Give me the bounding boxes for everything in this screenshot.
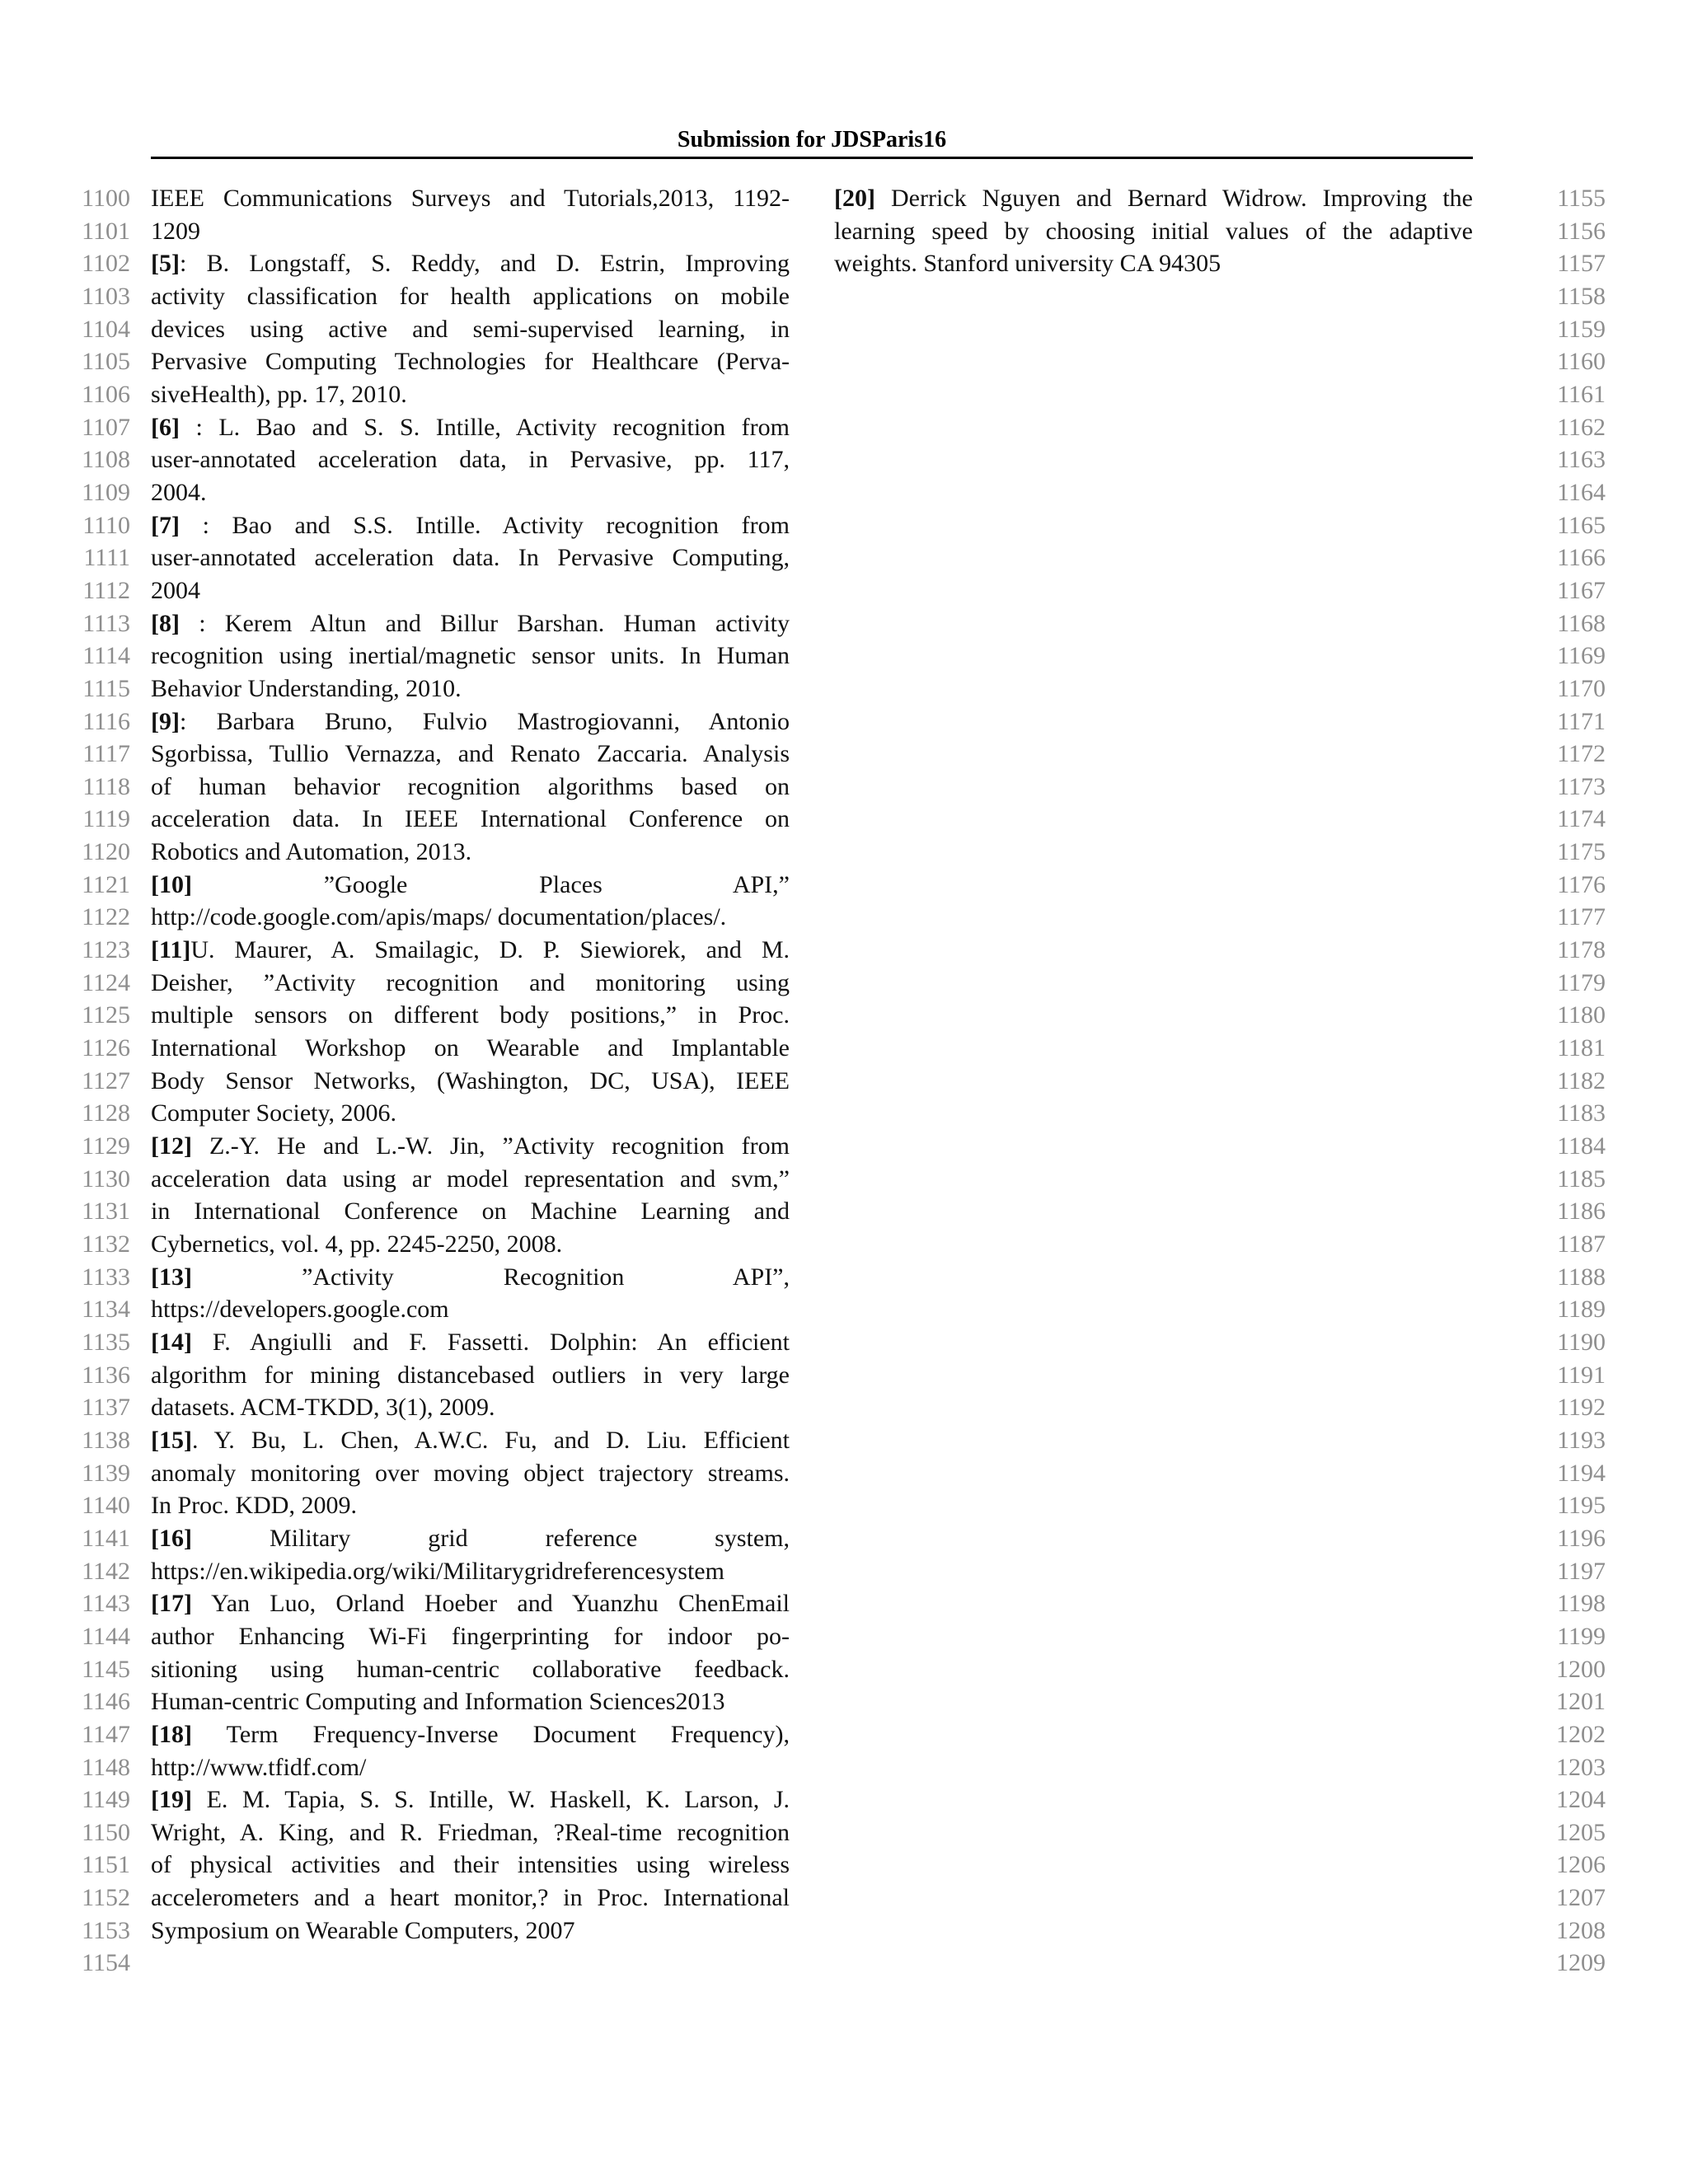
- reference-line: [151, 1555, 790, 1588]
- line-number: 1202: [1556, 1720, 1606, 1748]
- reference-text: Cybernetics, vol. 4, pp. 2245-2250, 2008.: [151, 1230, 563, 1258]
- reference-text: Body Sensor Networks, (Washington, DC, USA), IEEE: [151, 1066, 790, 1094]
- reference-text: Pervasive Computing Technologies for Healthcare (Perva-: [151, 348, 790, 376]
- line-number: 1145: [82, 1655, 130, 1683]
- line-number: 1112: [82, 576, 130, 604]
- reference-text: ”Activity Recognition API”,: [191, 1263, 790, 1291]
- reference-text: ”Google Places API,”: [191, 870, 790, 898]
- line-number: 1155: [1557, 185, 1606, 212]
- reference-line: [151, 476, 790, 509]
- reference-text: In Proc. KDD, 2009.: [151, 1492, 357, 1520]
- reference-text: 2004.: [151, 478, 207, 506]
- line-number: 1123: [82, 936, 130, 964]
- line-number: 1143: [82, 1590, 130, 1618]
- line-number: 1156: [1557, 217, 1606, 245]
- line-number: 1191: [1557, 1361, 1606, 1389]
- left-line-numbers: [56, 182, 130, 1980]
- reference-number: [5]: [151, 250, 180, 278]
- reference-text: Yan Luo, Orland Hoeber and Yuanzhu ChenEmail: [191, 1590, 790, 1618]
- reference-text: F. Angiulli and F. Fassetti. Dolphin: An efficient: [191, 1328, 790, 1356]
- reference-line: [151, 1424, 790, 1457]
- line-number: 1176: [1557, 870, 1606, 898]
- line-number: 1151: [82, 1851, 130, 1879]
- line-number: 1118: [82, 772, 130, 800]
- line-number: 1108: [82, 446, 130, 474]
- reference-text: sitioning using human-centric collaborative feedback.: [151, 1655, 790, 1683]
- reference-text: : Kerem Altun and Billur Barshan. Human activity: [179, 609, 790, 637]
- line-number: 1142: [82, 1557, 130, 1585]
- reference-number: [6]: [151, 413, 180, 441]
- reference-text: devices using active and semi-supervised learning, in: [151, 315, 790, 343]
- line-number: 1163: [1557, 446, 1606, 474]
- line-number: 1162: [1557, 413, 1606, 441]
- line-number: 1129: [82, 1132, 130, 1160]
- line-number: 1106: [82, 380, 130, 408]
- line-number: 1109: [82, 478, 130, 506]
- reference-line: [151, 1816, 790, 1849]
- reference-line: [151, 1163, 790, 1196]
- reference-line: [151, 771, 790, 804]
- line-number: 1117: [82, 740, 130, 768]
- line-number: 1204: [1556, 1786, 1606, 1814]
- line-number: 1159: [1557, 315, 1606, 343]
- reference-text: recognition using inertial/magnetic sensor units. In Human: [151, 642, 790, 670]
- line-number: 1107: [82, 413, 130, 441]
- line-number: 1198: [1557, 1590, 1606, 1618]
- reference-number: [7]: [151, 511, 180, 539]
- reference-line: [151, 1915, 790, 1947]
- line-number: 1144: [82, 1622, 130, 1650]
- reference-text: : Bao and S.S. Intille. Activity recognition from: [179, 511, 790, 539]
- line-number: 1207: [1556, 1884, 1606, 1912]
- reference-text: . Y. Bu, L. Chen, A.W.C. Fu, and D. Liu. Efficient: [191, 1426, 790, 1454]
- reference-line: [151, 999, 790, 1032]
- reference-text: IEEE Communications Surveys and Tutorials,2013, 1192-: [151, 185, 790, 212]
- references-left-column: [151, 182, 790, 1947]
- reference-number: [9]: [151, 707, 180, 735]
- reference-number: [8]: [151, 609, 180, 637]
- reference-line: [151, 1130, 790, 1163]
- reference-line: [151, 1718, 790, 1751]
- reference-text: in International Conference on Machine Learning and: [151, 1197, 790, 1226]
- reference-line: [151, 836, 790, 869]
- reference-line: [151, 345, 790, 378]
- line-number: 1189: [1557, 1296, 1606, 1324]
- line-number: 1100: [82, 185, 130, 212]
- line-number: 1188: [1557, 1263, 1606, 1291]
- line-number: 1138: [82, 1426, 130, 1454]
- references-right-column: [834, 182, 1473, 280]
- line-number: 1181: [1557, 1034, 1606, 1062]
- reference-line: [151, 901, 790, 934]
- line-number: 1209: [1556, 1949, 1606, 1977]
- reference-text: : Barbara Bruno, Fulvio Mastrogiovanni, Antonio: [179, 707, 790, 735]
- reference-line: [151, 574, 790, 607]
- running-header: Submission for JDSParis16: [677, 127, 947, 152]
- line-number: 1195: [1557, 1492, 1606, 1520]
- line-number: 1119: [82, 805, 130, 833]
- reference-number: [19]: [151, 1786, 192, 1814]
- line-number: 1146: [82, 1688, 130, 1716]
- reference-text: Derrick Nguyen and Bernard Widrow. Improving the: [874, 185, 1473, 212]
- reference-line: [151, 378, 790, 411]
- reference-text: acceleration data using ar model representation and svm,”: [151, 1165, 790, 1193]
- line-number: 1115: [82, 674, 130, 702]
- reference-number: [20]: [834, 185, 875, 212]
- reference-text: Human-centric Computing and Information Sciences2013: [151, 1688, 725, 1716]
- reference-number: [10]: [151, 870, 192, 898]
- reference-number: [11]: [151, 936, 191, 964]
- reference-number: [12]: [151, 1132, 192, 1160]
- reference-text: Z.-Y. He and L.-W. Jin, ”Activity recognition from: [191, 1132, 790, 1160]
- reference-line: [151, 1882, 790, 1915]
- line-number: 1190: [1557, 1328, 1606, 1356]
- reference-line: [834, 182, 1473, 215]
- reference-text: datasets. ACM-TKDD, 3(1), 2009.: [151, 1394, 495, 1422]
- line-number: 1173: [1557, 772, 1606, 800]
- reference-text: Behavior Understanding, 2010.: [151, 674, 462, 702]
- line-number: 1128: [82, 1099, 130, 1127]
- line-number: 1196: [1557, 1524, 1606, 1552]
- line-number: 1192: [1557, 1394, 1606, 1422]
- reference-line: [151, 247, 790, 280]
- reference-text: Military grid reference system,: [191, 1524, 790, 1552]
- reference-text: Term Frequency-Inverse Document Frequency),: [191, 1720, 790, 1748]
- reference-line: [151, 1849, 790, 1882]
- reference-line: [151, 705, 790, 738]
- line-number: 1152: [82, 1884, 130, 1912]
- line-number: 1153: [82, 1916, 130, 1944]
- line-number: 1172: [1557, 740, 1606, 768]
- right-line-numbers: [1531, 182, 1606, 1980]
- line-number: 1194: [1557, 1459, 1606, 1487]
- reference-text: Deisher, ”Activity recognition and monitoring using: [151, 968, 790, 996]
- line-number: 1116: [82, 707, 130, 735]
- line-number: 1197: [1557, 1557, 1606, 1585]
- line-number: 1122: [82, 903, 130, 931]
- line-number: 1131: [82, 1197, 130, 1226]
- reference-line: [151, 869, 790, 902]
- reference-text: accelerometers and a heart monitor,? in Proc. International: [151, 1884, 790, 1912]
- line-number: 1130: [82, 1165, 130, 1193]
- reference-line: [151, 1489, 790, 1522]
- reference-line: [151, 1195, 790, 1228]
- reference-line: [151, 1326, 790, 1359]
- reference-text: Wright, A. King, and R. Friedman, ?Real-time recognition: [151, 1818, 790, 1846]
- reference-line: [151, 1587, 790, 1620]
- line-number: 1136: [82, 1361, 130, 1389]
- reference-text: http://www.tfidf.com/: [151, 1753, 367, 1781]
- line-number: 1180: [1557, 1001, 1606, 1029]
- line-number: 1105: [82, 348, 130, 376]
- line-number: 1170: [1557, 674, 1606, 702]
- line-number: 1179: [1557, 968, 1606, 996]
- line-number: 1149: [82, 1786, 130, 1814]
- reference-number: [15]: [151, 1426, 192, 1454]
- reference-line: [151, 1228, 790, 1261]
- line-number: 1132: [82, 1230, 130, 1258]
- reference-text: of physical activities and their intensities using wireless: [151, 1851, 790, 1879]
- reference-line: [834, 247, 1473, 280]
- line-number: 1206: [1556, 1851, 1606, 1879]
- reference-line: [151, 1783, 790, 1816]
- reference-number: [17]: [151, 1590, 192, 1618]
- line-number: 1134: [82, 1296, 130, 1324]
- reference-line: [151, 1097, 790, 1130]
- line-number: 1183: [1557, 1099, 1606, 1127]
- reference-line: [151, 607, 790, 640]
- reference-text: author Enhancing Wi-Fi fingerprinting for indoor po-: [151, 1622, 790, 1650]
- line-number: 1166: [1557, 544, 1606, 572]
- reference-text: Symposium on Wearable Computers, 2007: [151, 1916, 575, 1944]
- reference-text: weights. Stanford university CA 94305: [834, 250, 1221, 278]
- line-number: 1193: [1557, 1426, 1606, 1454]
- line-number: 1203: [1556, 1753, 1606, 1781]
- reference-line: [151, 967, 790, 1000]
- reference-text: user-annotated acceleration data. In Pervasive Computing,: [151, 544, 790, 572]
- reference-text: acceleration data. In IEEE International Conference on: [151, 805, 790, 833]
- line-number: 1187: [1557, 1230, 1606, 1258]
- line-number: 1165: [1557, 511, 1606, 539]
- reference-line: [151, 182, 790, 215]
- reference-text: learning speed by choosing initial values of the adaptive: [834, 217, 1473, 245]
- line-number: 1111: [83, 544, 130, 572]
- line-number: 1184: [1557, 1132, 1606, 1160]
- reference-text: multiple sensors on different body positions,” in Proc.: [151, 1001, 790, 1029]
- reference-text: of human behavior recognition algorithms based on: [151, 772, 790, 800]
- reference-text: activity classification for health applications on mobile: [151, 282, 790, 310]
- line-number: 1182: [1557, 1066, 1606, 1094]
- line-number: 1101: [82, 217, 130, 245]
- line-number: 1140: [82, 1492, 130, 1520]
- line-number: 1104: [82, 315, 130, 343]
- reference-line: [151, 1359, 790, 1392]
- reference-line: [151, 443, 790, 476]
- reference-text: Sgorbissa, Tullio Vernazza, and Renato Zaccaria. Analysis: [151, 740, 790, 768]
- reference-number: [13]: [151, 1263, 192, 1291]
- line-number: 1175: [1557, 838, 1606, 866]
- reference-line: [151, 640, 790, 673]
- line-number: 1167: [1557, 576, 1606, 604]
- reference-text: http://code.google.com/apis/maps/ documentation/places/.: [151, 903, 727, 931]
- reference-number: [16]: [151, 1524, 192, 1552]
- line-number: 1102: [82, 250, 130, 278]
- reference-line: [151, 411, 790, 444]
- line-number: 1154: [82, 1949, 130, 1977]
- reference-text: International Workshop on Wearable and Implantable: [151, 1034, 790, 1062]
- line-number: 1158: [1557, 282, 1606, 310]
- line-number: 1164: [1557, 478, 1606, 506]
- reference-line: [151, 1620, 790, 1653]
- reference-line: [151, 1522, 790, 1555]
- reference-number: [18]: [151, 1720, 192, 1748]
- reference-line: [151, 738, 790, 771]
- reference-line: [151, 1065, 790, 1098]
- line-number: 1157: [1557, 250, 1606, 278]
- reference-text: 1209: [151, 217, 200, 245]
- line-number: 1126: [82, 1034, 130, 1062]
- line-number: 1168: [1557, 609, 1606, 637]
- reference-line: [151, 1653, 790, 1686]
- reference-number: [14]: [151, 1328, 192, 1356]
- line-number: 1177: [1557, 903, 1606, 931]
- reference-line: [151, 1751, 790, 1784]
- line-number: 1171: [1557, 707, 1606, 735]
- reference-text: https://en.wikipedia.org/wiki/Militarygridreferencesystem: [151, 1557, 724, 1585]
- line-number: 1178: [1557, 936, 1606, 964]
- reference-text: : B. Longstaff, S. Reddy, and D. Estrin, Improving: [179, 250, 790, 278]
- line-number: 1124: [82, 968, 130, 996]
- reference-line: [151, 1293, 790, 1326]
- reference-line: [151, 313, 790, 346]
- line-number: 1135: [82, 1328, 130, 1356]
- line-number: 1125: [82, 1001, 130, 1029]
- reference-text: algorithm for mining distancebased outliers in very large: [151, 1361, 790, 1389]
- reference-text: E. M. Tapia, S. S. Intille, W. Haskell, K. Larson, J.: [191, 1786, 790, 1814]
- reference-text: Computer Society, 2006.: [151, 1099, 397, 1127]
- line-number: 1150: [82, 1818, 130, 1846]
- line-number: 1160: [1557, 348, 1606, 376]
- reference-line: [151, 509, 790, 542]
- line-number: 1141: [82, 1524, 130, 1552]
- reference-text: siveHealth), pp. 17, 2010.: [151, 380, 407, 408]
- line-number: 1120: [82, 838, 130, 866]
- reference-line: [151, 215, 790, 248]
- line-number: 1185: [1557, 1165, 1606, 1193]
- reference-line: [151, 1032, 790, 1065]
- line-number: 1137: [82, 1394, 130, 1422]
- reference-text: user-annotated acceleration data, in Pervasive, pp. 117,: [151, 446, 790, 474]
- line-number: 1208: [1556, 1916, 1606, 1944]
- line-number: 1174: [1557, 805, 1606, 833]
- line-number: 1127: [82, 1066, 130, 1094]
- reference-line: [151, 1261, 790, 1294]
- reference-line: [151, 1391, 790, 1424]
- line-number: 1147: [82, 1720, 130, 1748]
- reference-text: https://developers.google.com: [151, 1296, 449, 1324]
- line-number: 1199: [1557, 1622, 1606, 1650]
- reference-text: anomaly monitoring over moving object trajectory streams.: [151, 1459, 790, 1487]
- reference-text: 2004: [151, 576, 200, 604]
- line-number: 1113: [82, 609, 130, 637]
- reference-line: [834, 215, 1473, 248]
- line-number: 1186: [1557, 1197, 1606, 1226]
- reference-line: [151, 673, 790, 705]
- header-rule: [151, 157, 1473, 159]
- reference-line: [151, 803, 790, 836]
- line-number: 1139: [82, 1459, 130, 1487]
- reference-line: [151, 541, 790, 574]
- line-number: 1103: [82, 282, 130, 310]
- reference-line: [151, 934, 790, 967]
- line-number: 1148: [82, 1753, 130, 1781]
- reference-text: : L. Bao and S. S. Intille, Activity recognition from: [179, 413, 790, 441]
- line-number: 1200: [1556, 1655, 1606, 1683]
- line-number: 1201: [1556, 1688, 1606, 1716]
- reference-line: [151, 1457, 790, 1490]
- line-number: 1161: [1557, 380, 1606, 408]
- reference-text: Robotics and Automation, 2013.: [151, 838, 472, 866]
- reference-text: U. Maurer, A. Smailagic, D. P. Siewiorek, and M.: [190, 936, 790, 964]
- line-number: 1133: [82, 1263, 130, 1291]
- line-number: 1110: [82, 511, 130, 539]
- line-number: 1169: [1557, 642, 1606, 670]
- line-number: 1205: [1556, 1818, 1606, 1846]
- line-number: 1121: [82, 870, 130, 898]
- reference-line: [151, 280, 790, 313]
- reference-line: [151, 1685, 790, 1718]
- line-number: 1114: [82, 642, 130, 670]
